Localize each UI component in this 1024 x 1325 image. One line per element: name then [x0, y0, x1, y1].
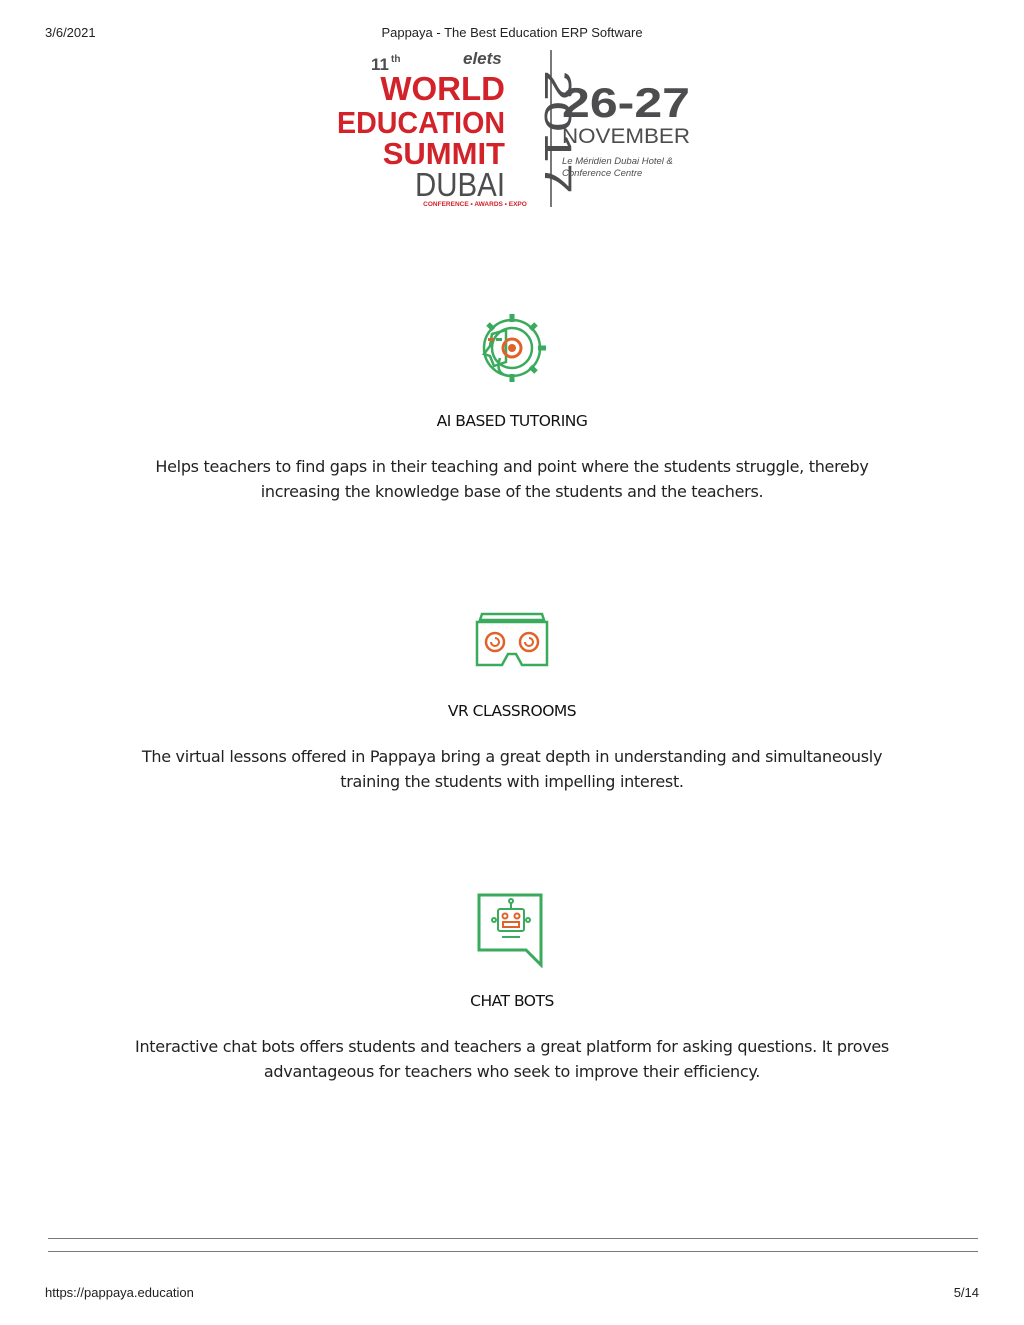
world-education-summit-banner — [335, 42, 695, 212]
footer-rule-bottom — [48, 1251, 978, 1252]
banner-month: NOVEMBER — [562, 125, 690, 148]
print-page-number: 5/14 — [953, 1285, 979, 1300]
banner-brand: elets — [463, 49, 502, 68]
feature-title-vr-classrooms: VR CLASSROOMS — [447, 702, 577, 720]
feature-desc-ai-tutoring: Helps teachers to find gaps in their teaching and point where the students struggle, thereby increasing the knowledge base of the students and the teachers. — [155, 457, 869, 501]
banner-venue-line2: Conference Centre — [562, 168, 643, 179]
chat-bot-icon — [476, 892, 546, 968]
feature-desc-chat-bots: Interactive chat bots offers students and teachers a great platform for asking questions. It proves advantageous for teachers who seek to improve their efficiency. — [135, 1037, 889, 1081]
ai-tutoring-gear-icon — [472, 310, 552, 390]
print-date: 3/6/2021 — [45, 25, 96, 40]
banner-year: 2017 — [536, 70, 578, 155]
banner-edition-suffix: th — [391, 54, 401, 65]
vr-headset-icon — [474, 612, 550, 668]
banner-edition: 11 — [371, 55, 389, 74]
feature-desc-vr-classrooms: The virtual lessons offered in Pappaya bring a great depth in understanding and simultaneously training the students with impelling interest. — [141, 747, 883, 791]
print-url: https://pappaya.education — [45, 1285, 194, 1300]
feature-title-chat-bots: CHAT BOTS — [470, 992, 554, 1010]
banner-venue-line1: Le Méridien Dubai Hotel & — [562, 156, 673, 167]
banner-line-world: WORLD — [380, 70, 505, 107]
banner-dates: 26-27 — [562, 79, 690, 126]
banner-tagline: CONFERENCE • AWARDS • EXPO — [423, 201, 527, 208]
footer-rule-top — [48, 1238, 978, 1239]
banner-city: DUBAI — [415, 166, 505, 203]
banner-line-education: EDUCATION — [337, 105, 505, 140]
print-page-title: Pappaya - The Best Education ERP Software — [381, 25, 643, 40]
banner-line-summit: SUMMIT — [382, 136, 505, 171]
feature-title-ai-tutoring: AI BASED TUTORING — [436, 412, 588, 430]
